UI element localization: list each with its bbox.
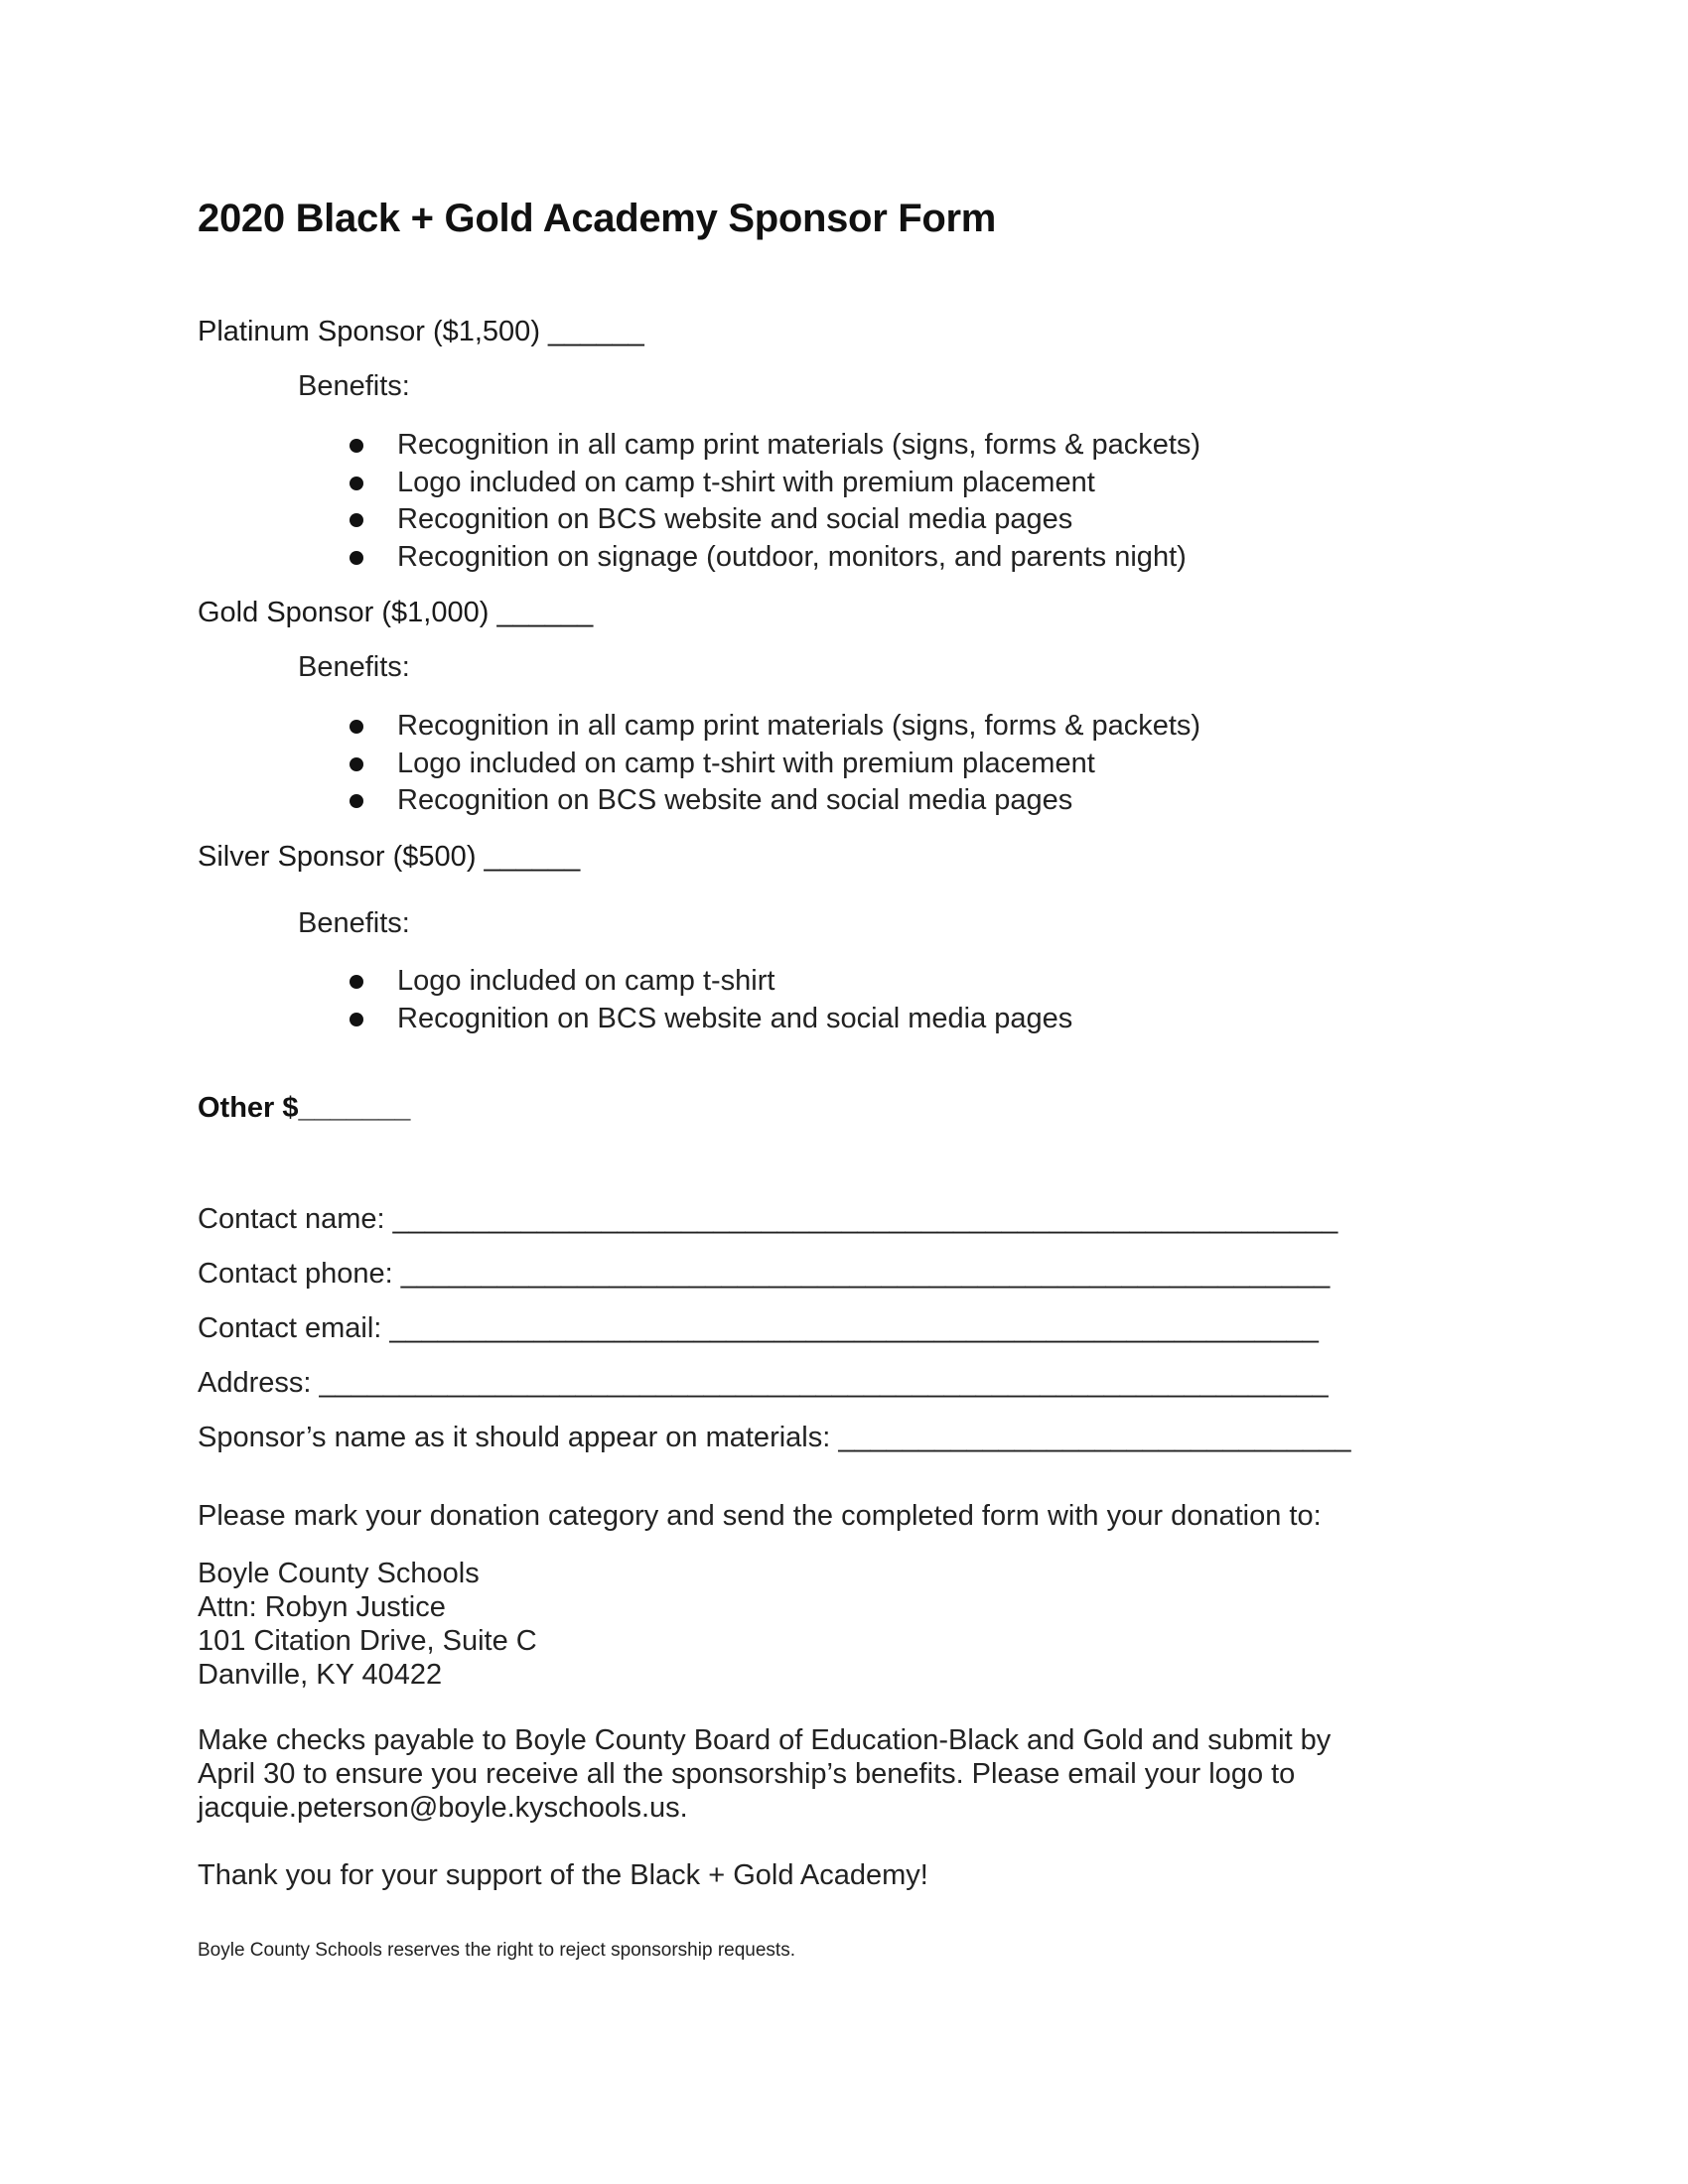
sponsor-name-field: Sponsor’s name as it should appear on materials: ________________________________	[198, 1422, 1351, 1453]
platinum-benefits-list	[348, 427, 1200, 576]
page-title: 2020 Black + Gold Academy Sponsor Form	[198, 197, 997, 240]
list-item	[348, 963, 1072, 1001]
benefit-text: Recognition on BCS website and social media pages	[397, 1002, 1073, 1034]
list-item	[348, 539, 1200, 577]
benefit-text: Logo included on camp t-shirt	[397, 965, 775, 997]
checks-note-line: jacquie.peterson@boyle.kyschools.us.	[198, 1792, 688, 1824]
bullet-icon	[350, 720, 363, 734]
silver-benefits-list	[348, 963, 1072, 1037]
address-line: 101 Citation Drive, Suite C	[198, 1625, 537, 1657]
benefit-text: Recognition on BCS website and social media pages	[397, 784, 1073, 816]
contact-phone-field: Contact phone: __________________________________________________________	[198, 1258, 1331, 1290]
address-field: Address: _______________________________________________________________	[198, 1367, 1329, 1399]
platinum-sponsor-option: Platinum Sponsor ($1,500) ______	[198, 316, 644, 347]
mailing-address	[198, 1557, 537, 1692]
bullet-icon	[350, 757, 363, 771]
checks-note-line: Make checks payable to Boyle County Board of Education-Black and Gold and submit by	[198, 1724, 1332, 1756]
list-item	[348, 782, 1200, 820]
silver-benefits-heading: Benefits:	[298, 907, 410, 939]
bullet-icon	[350, 439, 363, 453]
checks-note-line: April 30 to ensure you receive all the sponsorship’s benefits. Please email your logo to	[198, 1758, 1296, 1790]
list-item	[348, 501, 1200, 539]
address-line: Attn: Robyn Justice	[198, 1591, 446, 1623]
gold-sponsor-option: Gold Sponsor ($1,000) ______	[198, 597, 594, 628]
thank-you-text: Thank you for your support of the Black + Gold Academy!	[198, 1859, 928, 1891]
benefit-text: Recognition on signage (outdoor, monitors, and parents night)	[397, 540, 1187, 573]
benefit-text: Logo included on camp t-shirt with premium placement	[397, 466, 1095, 498]
list-item	[348, 1001, 1072, 1038]
list-item	[348, 465, 1200, 502]
bullet-icon	[350, 975, 363, 989]
gold-benefits-heading: Benefits:	[298, 651, 410, 683]
silver-sponsor-option: Silver Sponsor ($500) ______	[198, 841, 581, 873]
contact-email-field: Contact email: __________________________________________________________	[198, 1312, 1319, 1344]
list-item	[348, 427, 1200, 465]
checks-note	[198, 1723, 1331, 1825]
list-item	[348, 746, 1200, 783]
bullet-icon	[350, 477, 363, 490]
contact-name-field: Contact name: ___________________________________________________________	[198, 1203, 1338, 1235]
address-line: Danville, KY 40422	[198, 1659, 443, 1691]
gold-benefits-list	[348, 708, 1200, 820]
benefit-text: Recognition on BCS website and social media pages	[397, 503, 1073, 535]
other-amount-option: Other $_______	[198, 1092, 411, 1124]
bullet-icon	[350, 513, 363, 527]
bullet-icon	[350, 551, 363, 565]
bullet-icon	[350, 1013, 363, 1026]
address-line: Boyle County Schools	[198, 1558, 480, 1589]
platinum-benefits-heading: Benefits:	[298, 370, 410, 402]
instructions-text: Please mark your donation category and send the completed form with your donation to:	[198, 1500, 1322, 1532]
benefit-text: Logo included on camp t-shirt with premium placement	[397, 747, 1095, 779]
benefit-text: Recognition in all camp print materials (signs, forms & packets)	[397, 710, 1201, 742]
benefit-text: Recognition in all camp print materials (signs, forms & packets)	[397, 429, 1201, 461]
list-item	[348, 708, 1200, 746]
bullet-icon	[350, 794, 363, 808]
disclaimer-text: Boyle County Schools reserves the right to reject sponsorship requests.	[198, 1940, 795, 1961]
